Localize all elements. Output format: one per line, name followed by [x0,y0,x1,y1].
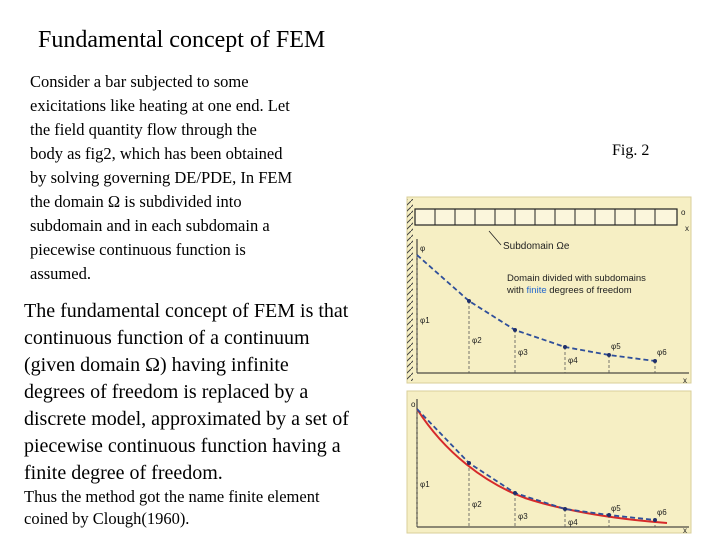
text-line: Consider a bar subjected to some [30,72,249,91]
text-line: piecewise continuous function is [30,240,246,259]
text-line: The fundamental concept of FEM is that [24,300,349,322]
wall-hatch [407,199,413,381]
node-label: φ2 [472,500,482,509]
origin-label-top: o [681,208,686,217]
node-label: φ1 [420,480,430,489]
text-line: finite degree of freedom. [24,462,223,484]
node-label: φ5 [611,342,621,351]
text-line: the field quantity flow through the [30,120,257,139]
node-label: φ6 [657,508,667,517]
text-line: the domain Ω is subdivided into [30,192,242,211]
note-line-2 [506,285,632,296]
text-line: degrees of freedom is replaced by a [24,381,309,403]
bar [415,209,677,225]
fem-figure-svg [405,195,695,535]
text-line: subdomain and in each subdomain a [30,216,270,235]
figure-caption: Fig. 2 [612,142,650,159]
node-label: φ6 [657,348,667,357]
note-suffix: degrees of freedom [546,285,632,296]
text-line: body as fig2, which has been obtained [30,144,283,163]
text-line: Thus the method got the name finite element [24,487,320,506]
bottom-panel [407,391,691,533]
x-label-bottom: x [683,526,687,535]
closing-paragraph [24,486,394,530]
text-line: piecewise continuous function having a [24,435,341,457]
node-label: φ5 [611,504,621,513]
text-line: discrete model, approximated by a set of [24,408,349,430]
node-label: φ2 [472,336,482,345]
node-label: φ4 [568,518,578,527]
note-prefix: with [507,285,527,296]
concept-paragraph [24,298,394,487]
x-label-top: x [683,376,687,385]
text-line: (given domain Ω) having infinite [24,354,289,376]
intro-paragraph [30,70,360,286]
node-label: φ3 [518,348,528,357]
phi-label-top: φ [420,244,426,253]
subdomain-label: Subdomain Ωe [503,241,570,252]
text-line: assumed. [30,264,91,283]
x-label-bar: x [685,224,689,233]
text-line: exicitations like heating at one end. Let [30,96,290,115]
origin-label-bottom: o [411,400,416,409]
node-label: φ1 [420,316,430,325]
text-line: coined by Clough(1960). [24,509,190,528]
page-title: Fundamental concept of FEM [38,27,326,53]
text-line: continuous function of a continuum [24,327,310,349]
note-line-1: Domain divided with subdomains [507,273,646,284]
node-label: φ4 [568,356,578,365]
node-label: φ3 [518,512,528,521]
fem-figure [405,195,695,535]
text-line: by solving governing DE/PDE, In FEM [30,168,293,187]
note-highlight: finite [526,285,547,296]
